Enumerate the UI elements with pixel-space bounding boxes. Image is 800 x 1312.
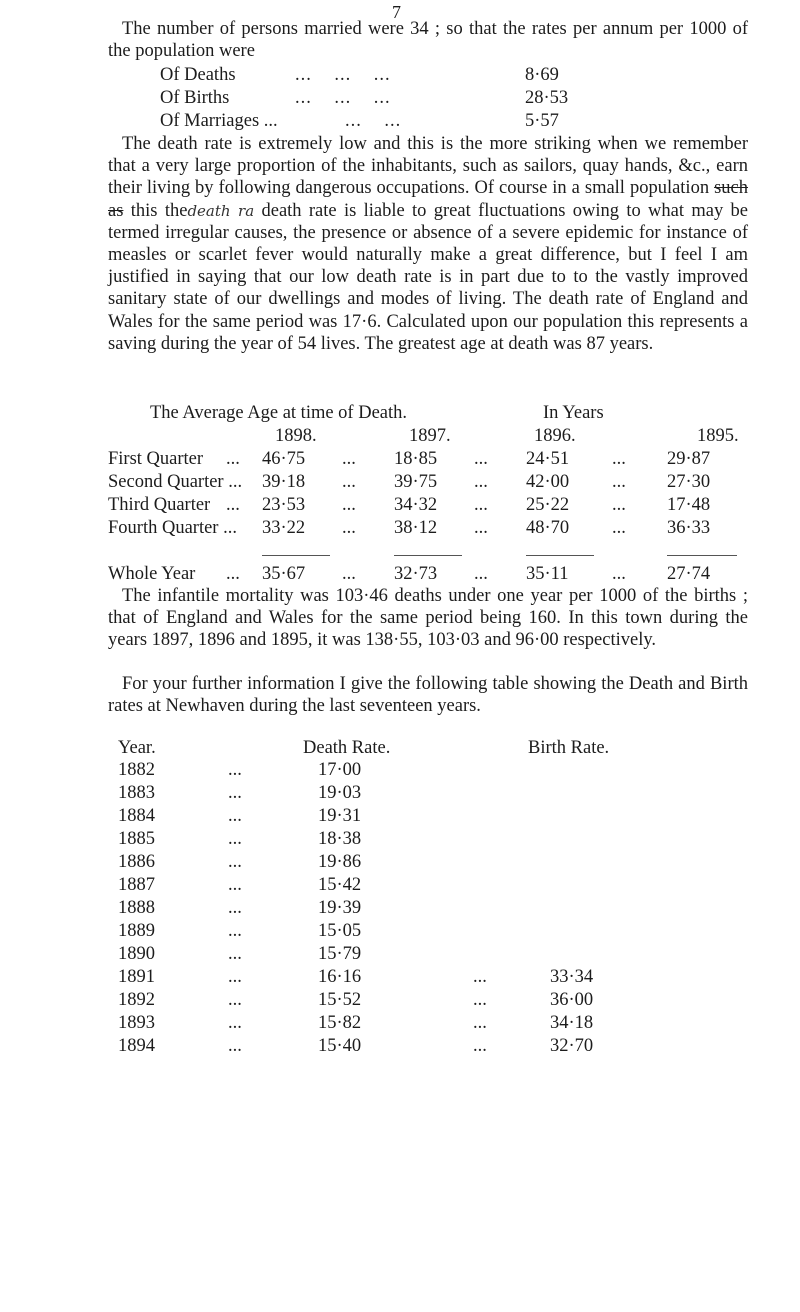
whole-year-value: 35·67	[262, 564, 306, 584]
paragraph-1-part-a: The death rate is extremely low and this is the more striking when we remember that a very large proportion of the inhabitants, such as sailors, quay hands, &c., earn their living by following dangerous occupations. Of course in a small population	[108, 134, 748, 199]
page-number: 7	[392, 2, 401, 22]
death-rate-cell: 15·79	[318, 944, 362, 964]
death-rate-cell: 15·40	[318, 1036, 362, 1056]
infantile-mortality-paragraph	[108, 585, 748, 652]
year-cell: 1894	[118, 1036, 155, 1056]
birth-rate-cell: 33·34	[550, 967, 594, 987]
quarter-label: Second Quarter ...	[108, 472, 243, 492]
quarter-value: 24·51	[526, 449, 570, 469]
death-rate-cell: 18·38	[318, 829, 362, 849]
year-cell: 1887	[118, 875, 155, 895]
in-years-label: In Years	[543, 403, 604, 423]
intro-paragraph	[108, 18, 748, 62]
death-rate-cell: 17·00	[318, 760, 362, 780]
birth-rate-cell: 32·70	[550, 1036, 594, 1056]
year-cell: 1884	[118, 806, 155, 826]
birth-rate-cell: 36·00	[550, 990, 594, 1010]
quarter-label: First Quarter	[108, 449, 204, 469]
quarter-value: 27·30	[667, 472, 711, 492]
quarter-value: 38·12	[394, 518, 438, 538]
whole-year-label: Whole Year	[108, 564, 196, 584]
handwritten-correction: death ra	[187, 201, 255, 220]
quarter-value: 34·32	[394, 495, 438, 515]
avg-age-title: The Average Age at time of Death.	[150, 403, 408, 423]
whole-year-value: 27·74	[667, 564, 711, 584]
death-rate-cell: 19·39	[318, 898, 362, 918]
year-cell: 1885	[118, 829, 155, 849]
death-rate-cell: 15·05	[318, 921, 362, 941]
death-rate-cell: 15·82	[318, 1013, 362, 1033]
death-rate-paragraph	[108, 133, 748, 355]
rate-value-births: 28·53	[525, 88, 569, 108]
quarter-value: 48·70	[526, 518, 570, 538]
rate-label-deaths: Of Deaths	[160, 65, 236, 85]
rate-value-marriages: 5·57	[525, 111, 559, 131]
intro-text: The number of persons married were 34 ; so that the rates per annum per 1000 of the population were	[108, 19, 748, 62]
death-rate-cell: 19·31	[318, 806, 362, 826]
birth-rate-column-header: Birth Rate.	[528, 738, 610, 758]
quarter-label: Third Quarter	[108, 495, 211, 515]
quarter-value: 39·18	[262, 472, 306, 492]
death-rate-cell: 15·52	[318, 990, 362, 1010]
quarter-value: 17·48	[667, 495, 711, 515]
year-header: 1895.	[697, 426, 739, 446]
year-cell: 1891	[118, 967, 155, 987]
year-header: 1897.	[409, 426, 451, 446]
quarter-value: 36·33	[667, 518, 711, 538]
death-rate-cell: 16·16	[318, 967, 362, 987]
further-info-paragraph	[108, 673, 748, 717]
rate-value-deaths: 8·69	[525, 65, 559, 85]
year-cell: 1886	[118, 852, 155, 872]
birth-rate-cell: 34·18	[550, 1013, 594, 1033]
year-cell: 1889	[118, 921, 155, 941]
quarter-label: Fourth Quarter ...	[108, 518, 237, 538]
year-cell: 1882	[118, 760, 155, 780]
year-cell: 1888	[118, 898, 155, 918]
year-header: 1898.	[275, 426, 317, 446]
death-rate-cell: 19·03	[318, 783, 362, 803]
year-column-header: Year.	[118, 738, 156, 758]
year-cell: 1892	[118, 990, 155, 1010]
quarter-value: 42·00	[526, 472, 570, 492]
paragraph-3-text: For your further information I give the following table showing the Death and Birth rates at Newhaven during the last seventeen years.	[108, 674, 748, 717]
quarter-value: 46·75	[262, 449, 306, 469]
struck-text: such as	[108, 178, 748, 221]
quarter-value: 18·85	[394, 449, 438, 469]
rate-label-births: Of Births	[160, 88, 230, 108]
quarter-value: 23·53	[262, 495, 306, 515]
death-rate-column-header: Death Rate.	[303, 738, 391, 758]
year-cell: 1893	[118, 1013, 155, 1033]
rate-label-marriages: Of Marriages ...	[160, 111, 278, 131]
death-rate-cell: 19·86	[318, 852, 362, 872]
quarter-value: 25·22	[526, 495, 570, 515]
quarter-value: 33·22	[262, 518, 306, 538]
year-cell: 1890	[118, 944, 155, 964]
quarter-value: 29·87	[667, 449, 711, 469]
year-header: 1896.	[534, 426, 576, 446]
paragraph-1-part-c: death rate is liable to great fluctuations owing to what may be termed irregular causes, the presence or absence of a severe epidemic for instance of measles or scarlet fever would naturally make a great difference, but I feel I am justified in saying that our low death rate is in part due to to the vastly improved sanitary state of our dwellings and modes of living. The death rate of England and Wales for the same period was 17·6. Calculated upon our population this represents a saving during the year of 54 lives. The greatest age at death was 87 years.	[108, 200, 748, 354]
whole-year-value: 35·11	[526, 564, 569, 584]
quarter-value: 39·75	[394, 472, 438, 492]
death-rate-cell: 15·42	[318, 875, 362, 895]
whole-year-value: 32·73	[394, 564, 438, 584]
year-cell: 1883	[118, 783, 155, 803]
paragraph-2-text: The infantile mortality was 103·46 deaths under one year per 1000 of the births ; that of England and Wales for the same period being 160. In this town during the years 1897, 1896 and 1895, it was 138·55, 103·03 and 96·00 respectively.	[108, 586, 748, 651]
paragraph-1-part-b: this the	[130, 200, 188, 221]
